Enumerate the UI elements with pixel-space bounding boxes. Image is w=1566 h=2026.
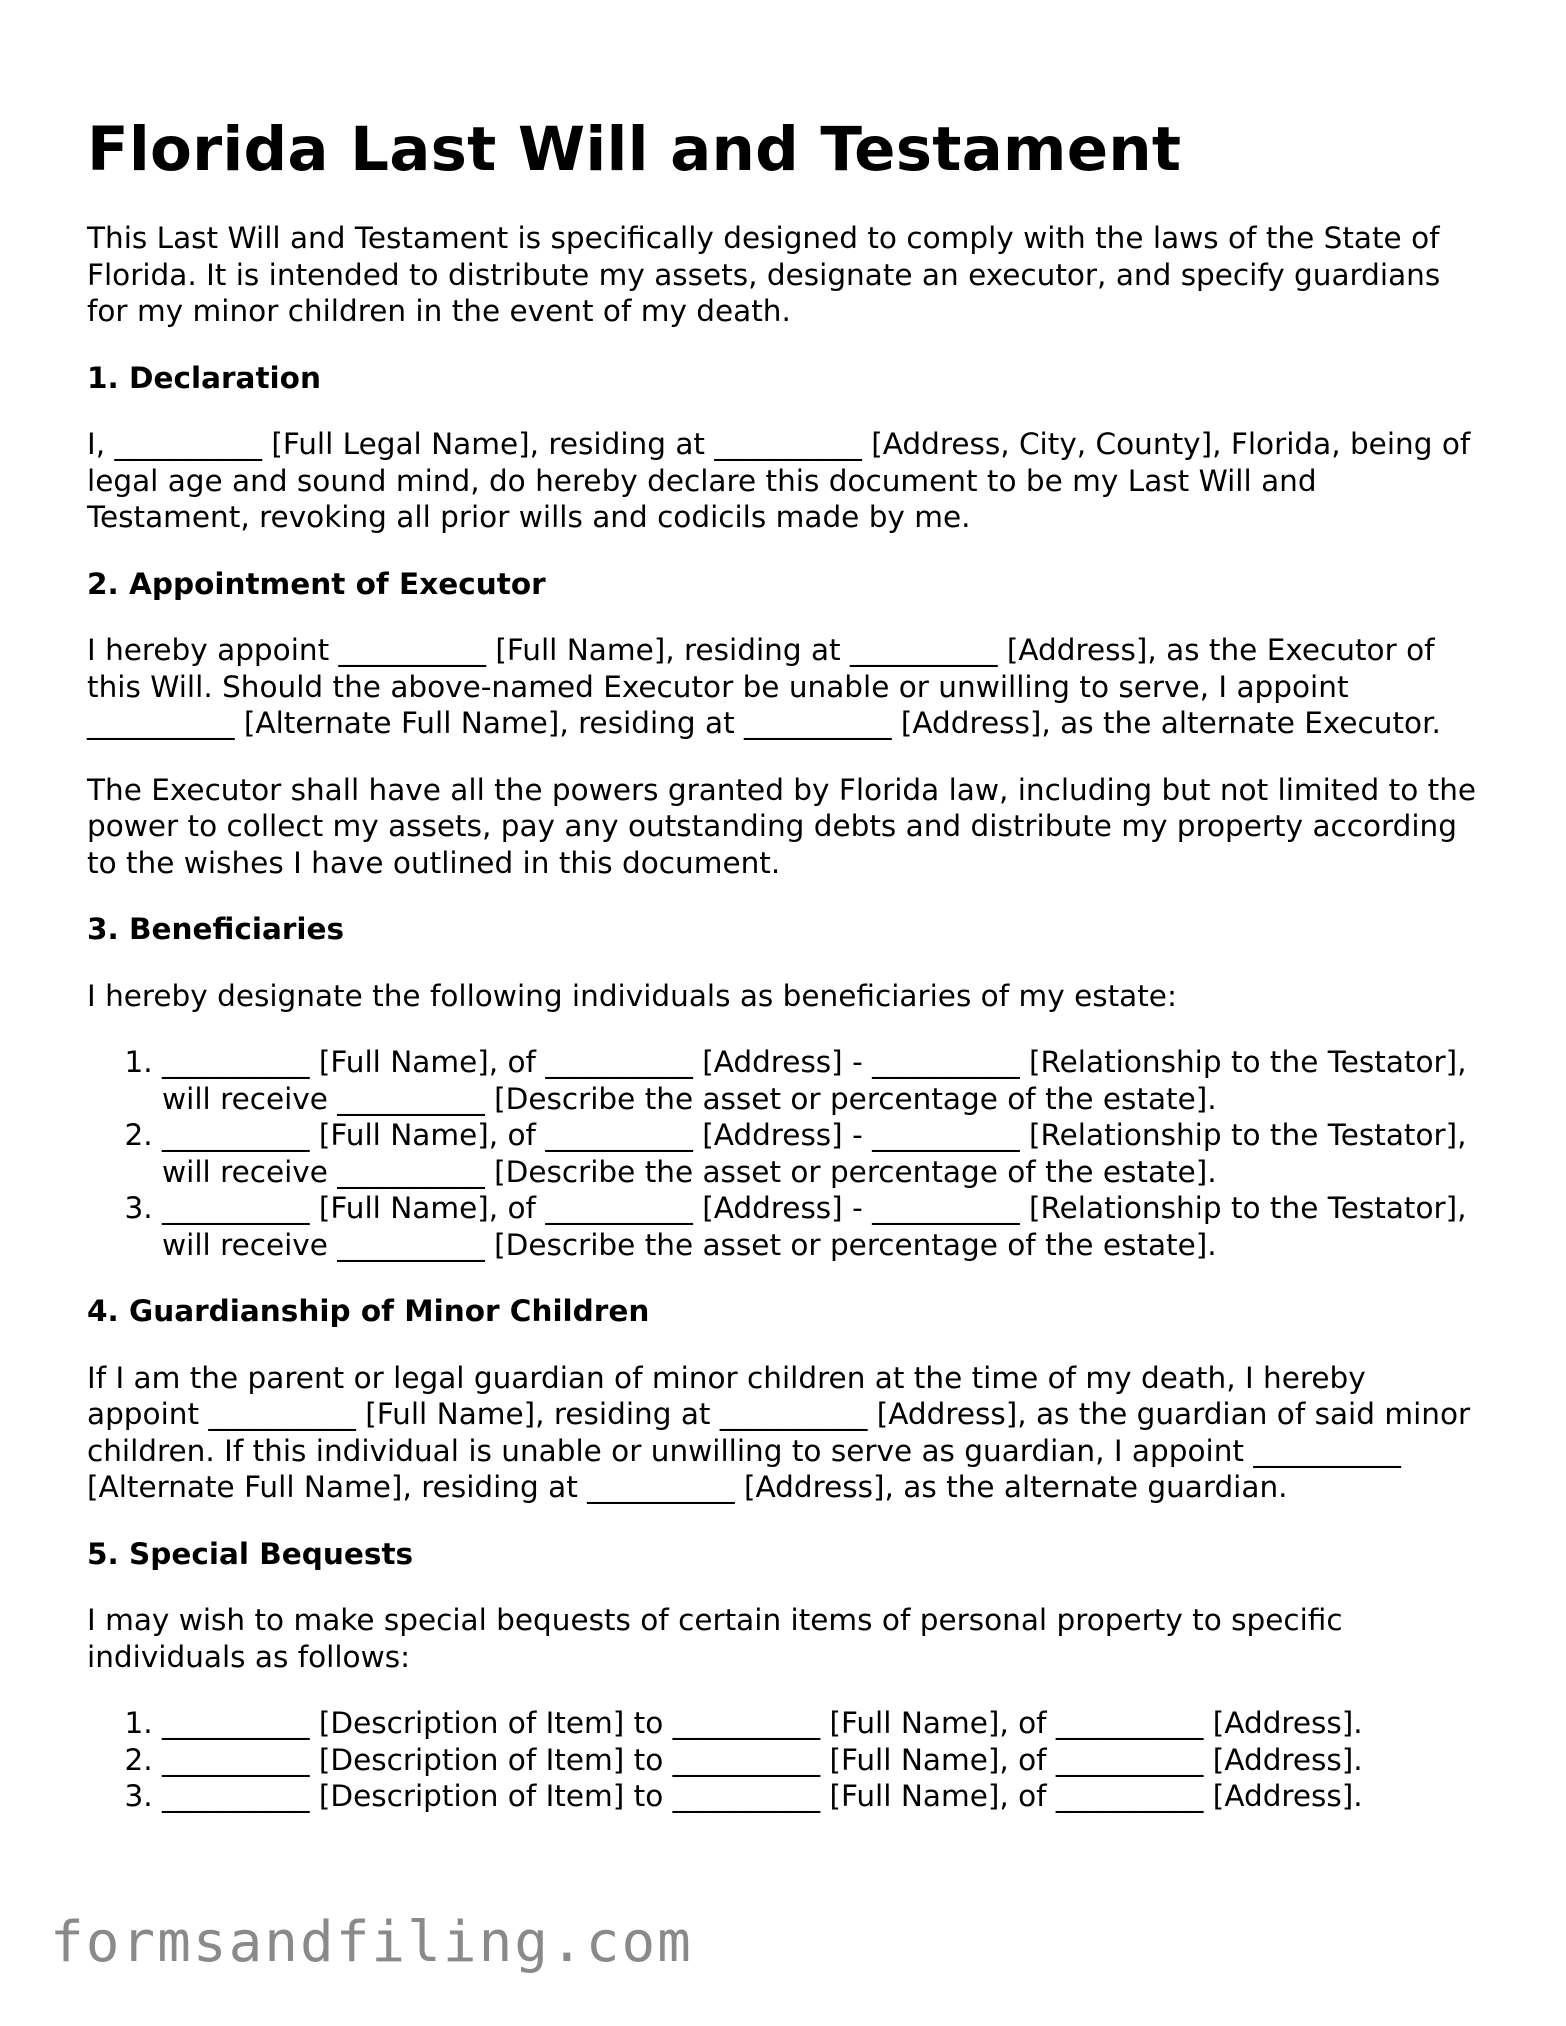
beneficiaries-list (87, 1044, 1487, 1263)
bequests-heading: 5. Special Bequests (87, 1536, 414, 1571)
document-title: Florida Last Will and Testament (87, 114, 1182, 185)
executor-heading: 2. Appointment of Executor (87, 566, 546, 601)
executor-powers-paragraph: The Executor shall have all the powers granted by Florida law, including but not limited to the power to collect my assets, pay any outstanding debts and distribute my property according to the wishes I have outlined in this document. (87, 772, 1477, 880)
document-page (87, 108, 1487, 1845)
guardianship-paragraph: If I am the parent or legal guardian of minor children at the time of my death, I hereby appoint __________ [Full Name], residing at __________ [Address], as the guardian of said minor children. If this individual is unable or unwilling to serve as guardian, I appoint __________ [Alternate Full Name], residing at __________ [Address], as the alternate guardian. (87, 1360, 1471, 1504)
bequest-item: 3. __________ [Description of Item] to __________ [Full Name], of __________ [Address]. (162, 1778, 1487, 1815)
beneficiary-item: 2. __________ [Full Name], of __________ [Address] - __________ [Relationship to the Testator], will receive __________ [Describe the asset or percentage of the estate]. (162, 1117, 1487, 1190)
beneficiary-item: 3. __________ [Full Name], of __________ [Address] - __________ [Relationship to the Testator], will receive __________ [Describe the asset or percentage of the estate]. (162, 1190, 1487, 1263)
watermark-text: formsandfiling.com (50, 1910, 693, 1975)
bequests-list (87, 1705, 1487, 1815)
beneficiaries-paragraph: I hereby designate the following individuals as beneficiaries of my estate: (87, 978, 1177, 1013)
beneficiary-item: 1. __________ [Full Name], of __________ [Address] - __________ [Relationship to the Testator], will receive __________ [Describe the asset or percentage of the estate]. (162, 1044, 1487, 1117)
declaration-paragraph: I, __________ [Full Legal Name], residing at __________ [Address, City, County], Florida, being of legal age and sound mind, do hereby declare this document to be my Last Will and Testament, revoking all prior wills and codicils made by me. (87, 427, 1471, 534)
bequest-item: 1. __________ [Description of Item] to __________ [Full Name], of __________ [Address]. (162, 1705, 1487, 1742)
executor-paragraph: I hereby appoint __________ [Full Name], residing at __________ [Address], as the Executor of this Will. Should the above-named Executor be unable or unwilling to serve, I appoint __________ [Alternate Full Name], residing at __________ [Address], as the alternate Executor. (87, 633, 1441, 740)
bequest-item: 2. __________ [Description of Item] to __________ [Full Name], of __________ [Address]. (162, 1742, 1487, 1779)
bequests-paragraph: I may wish to make special bequests of certain items of personal property to specific individuals as follows: (87, 1603, 1343, 1674)
intro-paragraph: This Last Will and Testament is specifically designed to comply with the laws of the State of Florida. It is intended to distribute my assets, designate an executor, and specify guardians for my minor children in the event of my death. (87, 221, 1441, 328)
beneficiaries-heading: 3. Beneficiaries (87, 912, 345, 946)
guardianship-heading: 4. Guardianship of Minor Children (87, 1294, 650, 1328)
declaration-heading: 1. Declaration (87, 360, 321, 395)
